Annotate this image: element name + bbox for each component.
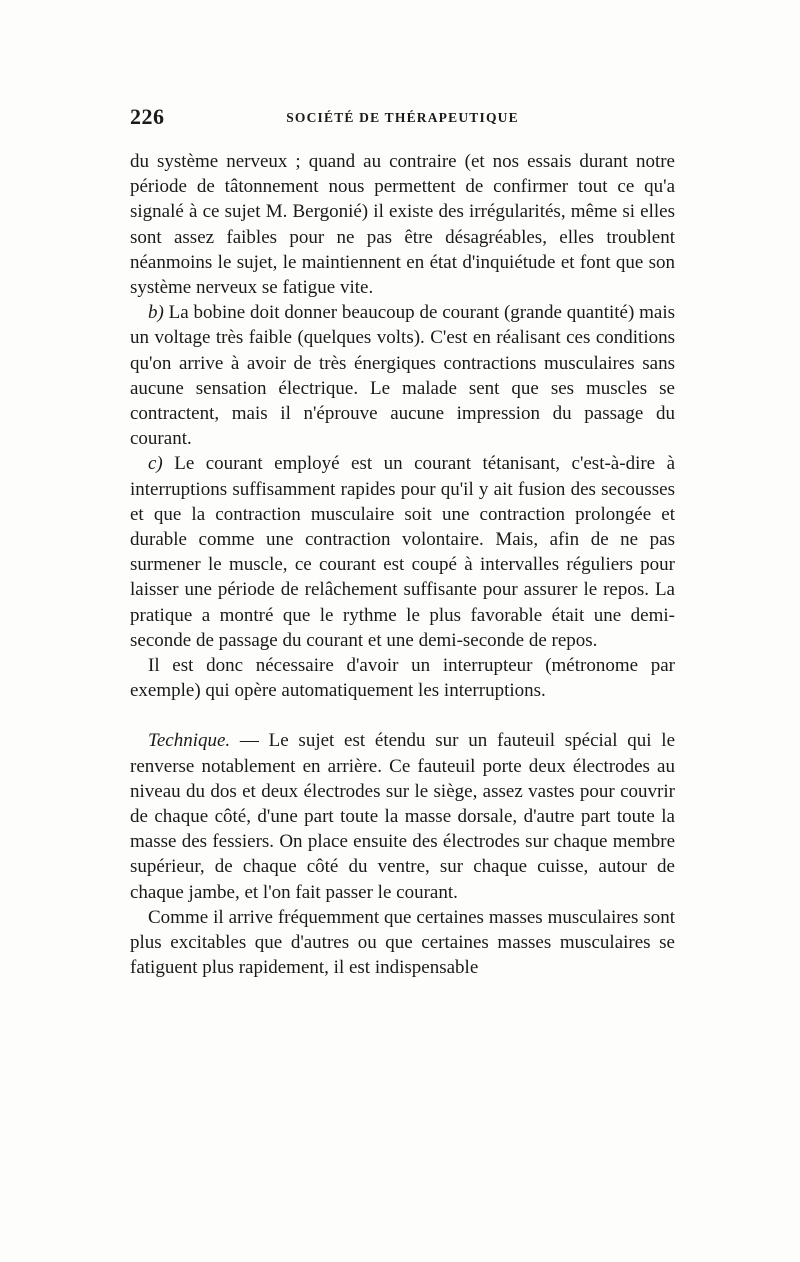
- page-number: 226: [130, 104, 165, 129]
- paragraph-6: Comme il arrive fréquemment que certaines masses musculaires sont plus excitables que d'autres ou que certaines masses musculaires se fatiguent plus rapidement, il est indispensable: [130, 906, 675, 979]
- paragraph-5: [130, 728, 675, 904]
- paragraph-3-text: Le courant employé est un courant tétanisant, c'est-à-dire à interruptions suffisamment rapides pour qu'il y ait fusion des secousses et que la contraction musculaire soit une contraction prolongée et durable comme une contraction volontaire. Mais, afin de ne pas surmener le muscle, ce courant est coupé à intervalles réguliers pour laisser une période de relâchement suffisante pour assurer le repos. La pratique a montré que le rythme le plus favorable était une demi-seconde de passage du courant et une demi-seconde de repos.: [130, 453, 675, 651]
- paragraph-1: du système nerveux ; quand au contraire (et nos essais durant notre période de tâtonnement nous permettent de confirmer tout ce qu'a signalé à ce sujet M. Bergonié) il existe des irrégularités, même si elles sont assez faibles pour ne pas être désagréables, elles troublent néanmoins le sujet, le maintiennent en état d'inquiétude et font que son système nerveux se fatigue vite.: [130, 151, 675, 299]
- running-title: SOCIÉTÉ DE THÉRAPEUTIQUE: [286, 110, 519, 125]
- section-heading-technique: Technique.: [148, 730, 231, 752]
- paragraph-2: [130, 300, 675, 451]
- paragraph-2-text: La bobine doit donner beaucoup de courant (grande quantité) mais un voltage très faible (quelques volts). C'est en réalisant ces conditions qu'on arrive à avoir de très énergiques contractions musculaires sans aucune sensation électrique. Le malade sent que ses muscles se contractent, mais il n'éprouve aucune impression du passage du courant.: [130, 302, 675, 450]
- paragraph-4: Il est donc nécessaire d'avoir un interrupteur (métronome par exemple) qui opère automatiquement les interruptions.: [130, 655, 675, 702]
- paragraph-3: [130, 451, 675, 653]
- paragraph-5-text: — Le sujet est étendu sur un fauteuil spécial qui le renverse notablement en arrière. Ce fauteuil porte deux électrodes au niveau du dos et deux électrodes sur le siège, assez vastes pour couvrir de chaque côté, d'une part toute la masse dorsale, d'autre part toute la masse des fessiers. On place ensuite des électrodes sur chaque membre supérieur, de chaque côté du ventre, sur chaque cuisse, autour de chaque jambe, et l'on fait passer le courant.: [130, 730, 675, 903]
- list-marker-b: b): [148, 302, 164, 324]
- list-marker-c: c): [148, 453, 163, 475]
- body-text: [130, 149, 675, 981]
- page-header: [130, 104, 675, 134]
